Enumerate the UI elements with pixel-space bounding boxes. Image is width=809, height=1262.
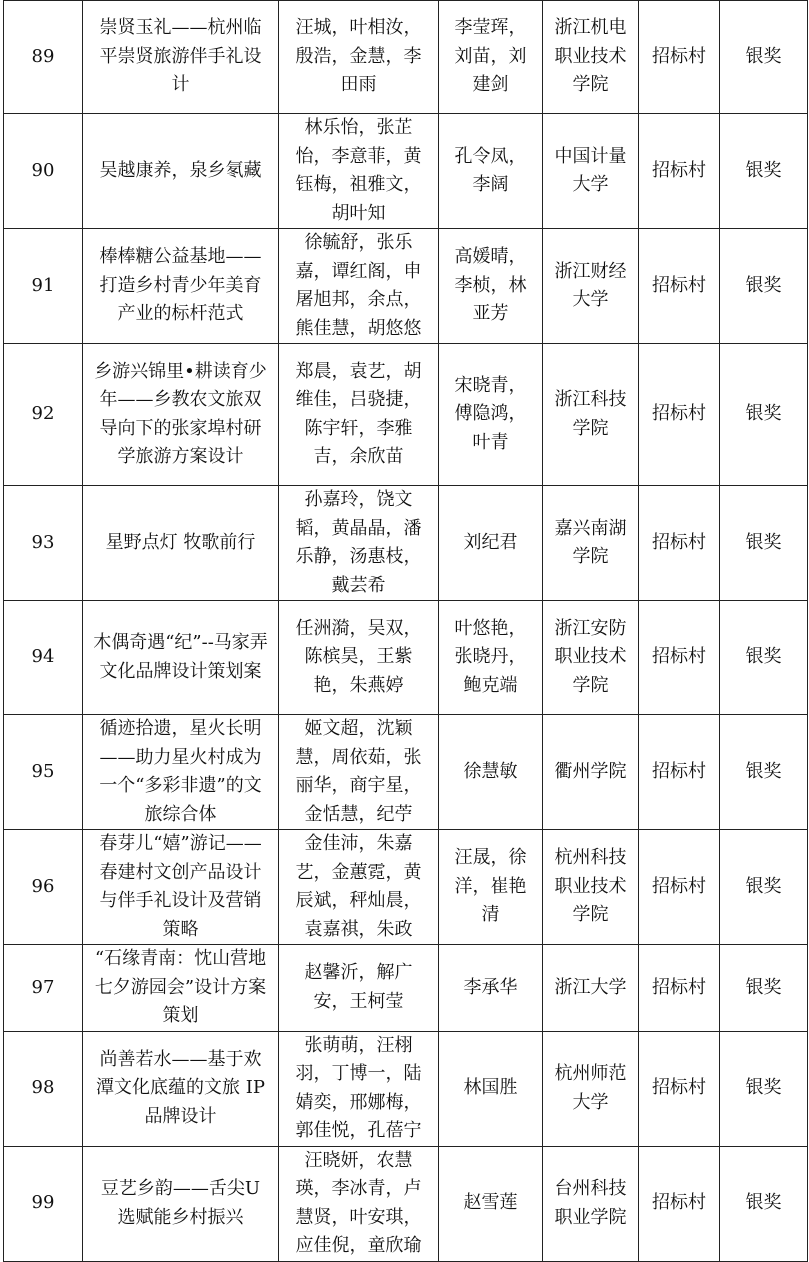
tutors: 林国胜 [439,1031,543,1146]
project-name: 尚善若水——基于欢潭文化底蕴的文旅 IP 品牌设计 [83,1031,279,1146]
award-level: 银奖 [720,1146,808,1261]
school-name: 杭州科技职业技术学院 [543,830,639,945]
school-name: 浙江财经大学 [543,229,639,344]
table-row [4,601,808,715]
award-level: 银奖 [720,344,808,486]
village-name: 招标村 [639,830,720,945]
tutors: 刘纪君 [439,486,543,601]
table-row [4,229,808,344]
row-number: 91 [4,229,83,344]
row-number: 95 [4,715,83,830]
school-name: 浙江机电职业技术学院 [543,1,639,114]
row-number: 92 [4,344,83,486]
award-level: 银奖 [720,830,808,945]
village-name: 招标村 [639,1,720,114]
tutors: 宋晓青，傅隐鸿，叶青 [439,344,543,486]
team-members: 赵馨沂，解广安，王柯莹 [279,945,439,1032]
table-row [4,344,808,486]
team-members: 金佳沛，朱嘉艺，金蕙霓，黄辰斌，秤灿晨，袁嘉祺，朱政 [279,830,439,945]
team-members: 汪城，叶相汝，殷浩，金慧，李田雨 [279,1,439,114]
award-level: 银奖 [720,601,808,715]
table-row [4,945,808,1032]
team-members: 徐毓舒，张乐嘉，谭红阁，申屠旭邦，余点，熊佳慧，胡悠悠 [279,229,439,344]
village-name: 招标村 [639,601,720,715]
table-row [4,1146,808,1261]
school-name: 嘉兴南湖学院 [543,486,639,601]
row-number: 97 [4,945,83,1032]
project-name: 豆艺乡韵——舌尖U选赋能乡村振兴 [83,1146,279,1261]
tutors: 高媛晴，李桢，林亚芳 [439,229,543,344]
school-name: 浙江大学 [543,945,639,1032]
school-name: 台州科技职业学院 [543,1146,639,1261]
village-name: 招标村 [639,1031,720,1146]
row-number: 90 [4,114,83,229]
award-level: 银奖 [720,114,808,229]
tutors: 徐慧敏 [439,715,543,830]
school-name: 衢州学院 [543,715,639,830]
project-name: 吴越康养，泉乡氡藏 [83,114,279,229]
row-number: 99 [4,1146,83,1261]
row-number: 89 [4,1,83,114]
table-row [4,114,808,229]
tutors: 汪晟，徐洋，崔艳清 [439,830,543,945]
project-name: 春芽儿“嬉”游记——春建村文创产品设计与伴手礼设计及营销策略 [83,830,279,945]
tutors: 叶悠艳，张晓丹，鲍克端 [439,601,543,715]
row-number: 96 [4,830,83,945]
award-level: 银奖 [720,1031,808,1146]
tutors: 李承华 [439,945,543,1032]
award-level: 银奖 [720,229,808,344]
project-name: 星野点灯 牧歌前行 [83,486,279,601]
team-members: 林乐怡，张芷怡，李意菲，黄钰梅，祖雅文，胡叶知 [279,114,439,229]
team-members: 姬文超，沈颖慧，周依茹，张丽华，商宇星，金恬慧，纪苧 [279,715,439,830]
school-name: 中国计量大学 [543,114,639,229]
project-name: 棒棒糖公益基地——打造乡村青少年美育产业的标杆范式 [83,229,279,344]
team-members: 张萌萌，汪栩羽，丁博一，陆婧奕，邢娜梅，郭佳悦，孔蓓宁 [279,1031,439,1146]
project-name: “石缘青南：忱山营地七夕游园会”设计方案策划 [83,945,279,1032]
tutors: 李莹珲，刘苗，刘建剑 [439,1,543,114]
village-name: 招标村 [639,945,720,1032]
team-members: 任洲漪，吴双，陈槟昊，王紫艳，朱燕婷 [279,601,439,715]
award-level: 银奖 [720,945,808,1032]
table-row [4,830,808,945]
team-members: 汪晓妍，农慧瑛，李冰青，卢慧贤，叶安琪，应佳倪，童欣瑜 [279,1146,439,1261]
project-name: 崇贤玉礼——杭州临平崇贤旅游伴手礼设计 [83,1,279,114]
award-level: 银奖 [720,715,808,830]
school-name: 杭州师范大学 [543,1031,639,1146]
table-row [4,486,808,601]
school-name: 浙江安防职业技术学院 [543,601,639,715]
village-name: 招标村 [639,114,720,229]
project-name: 乡游兴锦里•耕读育少年——乡教农文旅双导向下的张家埠村研学旅游方案设计 [83,344,279,486]
village-name: 招标村 [639,1146,720,1261]
village-name: 招标村 [639,715,720,830]
school-name: 浙江科技学院 [543,344,639,486]
village-name: 招标村 [639,229,720,344]
table-row [4,1031,808,1146]
village-name: 招标村 [639,344,720,486]
project-name: 循迹拾遗，星火长明——助力星火村成为一个“多彩非遗”的文旅综合体 [83,715,279,830]
award-level: 银奖 [720,486,808,601]
award-table [3,0,808,1262]
village-name: 招标村 [639,486,720,601]
tutors: 孔令凤，李阔 [439,114,543,229]
row-number: 93 [4,486,83,601]
team-members: 孙嘉玲，饶文韬，黄晶晶，潘乐静，汤惠枝，戴芸希 [279,486,439,601]
row-number: 94 [4,601,83,715]
project-name: 木偶奇遇“纪”--马家弄文化品牌设计策划案 [83,601,279,715]
tutors: 赵雪莲 [439,1146,543,1261]
table-row [4,1,808,114]
table-row [4,715,808,830]
row-number: 98 [4,1031,83,1146]
team-members: 郑晨，袁艺，胡维佳，吕骁捷，陈宇轩，李雅吉，余欣苗 [279,344,439,486]
award-level: 银奖 [720,1,808,114]
